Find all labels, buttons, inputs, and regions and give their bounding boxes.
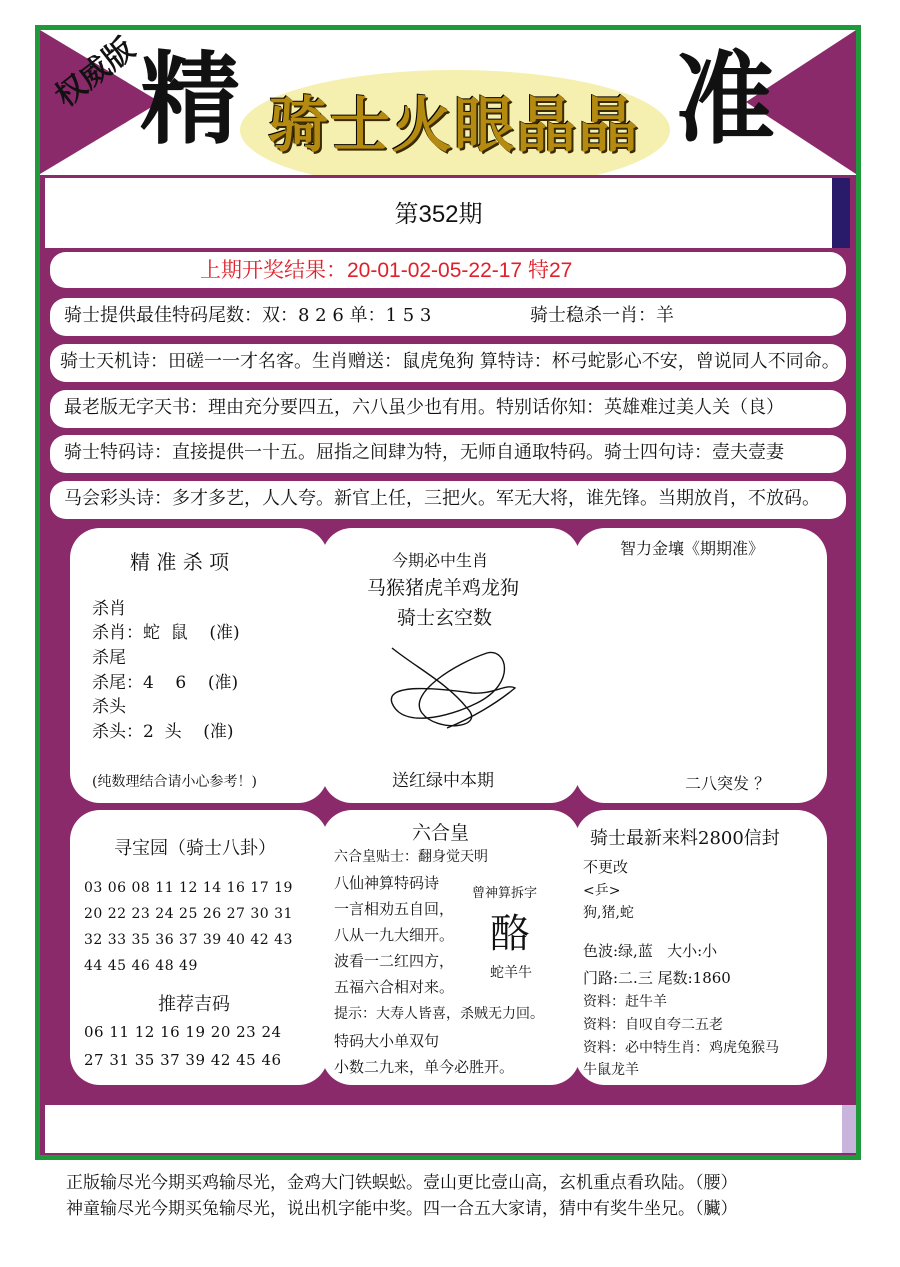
wisdom-title: 智力金壤《期期准》 [620,539,765,558]
kill-line: 杀头：2 头 (准) [92,722,234,742]
treasure-numbers: 32 33 35 36 37 39 40 42 43 [84,932,293,948]
tail-row [50,298,846,336]
kill-note: (纯数理结合请小心参考！) [92,774,257,790]
page-title: 骑士火眼晶晶 [268,91,640,161]
zodiac-line2: 马猴猪虎羊鸡龙狗 [367,577,520,599]
wisdom-footer: 二八突发 ？ [685,774,771,793]
book-text: 最老版无字天书：理由充分要四五，六八虽少也有用。特别话你知：英雄难过美人关（良） [64,397,784,418]
issue-number: 第352期 [394,201,483,228]
right-big-char: 准 [675,41,775,158]
latest-line: 不更改 [583,858,629,876]
last-result: 上期开奖结果：20-01-02-05-22-17 特27 [200,259,573,282]
kill-line: 杀尾：4 6 (准) [92,673,239,693]
recommend-title: 推荐吉码 [158,994,230,1015]
liuhe-line: 八从一九大细开。 [334,926,455,944]
last-result-row [50,252,846,288]
chaizi-zodiac: 蛇羊牛 [490,965,532,981]
recommend-numbers: 27 31 35 37 39 42 45 46 [84,1051,282,1069]
liuhe-line: 一言相劝五自回， [334,900,455,918]
book-row [50,390,846,428]
footer-line2: 神童输尽光今期买兔输尽光，说出机字能中奖。四一合五大家请，猜中有奖牛坐兄。（臟） [66,1199,738,1219]
latest-line: 资料：赶牛羊 [583,994,667,1010]
latest-line: <乒> [583,883,621,899]
zodiac-line3: 骑士玄空数 [397,607,493,629]
liuhe-line: 特码大小单双句 [334,1032,440,1050]
kill-zodiac: 骑士稳杀一肖：羊 [530,305,674,326]
special-poem-row [50,435,846,473]
treasure-numbers: 44 45 46 48 49 [84,958,198,974]
liuhe-line: 提示：大寿人皆喜，杀贼无力回。 [334,1006,544,1022]
zodiac-footer: 送红绿中本期 [392,771,494,791]
latest-line: 资料：必中特生肖：鸡虎兔猴马 [583,1040,779,1056]
chaizi-title: 曾神算拆字 [472,886,538,901]
latest-title: 骑士最新来料2800信封 [590,828,780,849]
page-frame [35,25,861,1160]
liuhe-panel [322,810,580,1085]
horse-poem-row [50,481,846,519]
latest-panel [575,810,827,1085]
kill-panel [70,528,328,803]
tail-numbers: 骑士提供最佳特码尾数：双：8 2 6 单：1 5 3 [64,305,432,326]
zodiac-line1: 今期必中生肖 [392,551,489,570]
wisdom-panel [575,528,827,803]
kill-line: 杀肖：蛇 鼠 (准) [92,623,240,643]
latest-line: 狗,猪,蛇 [583,905,634,921]
left-big-char: 精 [140,41,240,158]
liuhe-line: 六合皇贴士：翻身觉天明 [334,849,488,865]
signature-scribble [377,633,517,738]
zodiac-panel [322,528,580,803]
header-banner [40,30,856,175]
special-poem-text: 骑士特码诗：直接提供一十五。屈指之间肆为特，无师自通取特码。骑士四句诗：壹夫壹妻 [64,442,784,463]
poem-row [50,344,846,382]
kill-title: 精 准 杀 项 [130,550,230,574]
latest-line: 色波:绿,蓝 大小:小 [583,942,718,960]
horse-poem-text: 马会彩头诗：多才多艺，人人夸。新官上任，三把火。军无大将，谁先锋。当期放肖，不放码。 [64,488,820,509]
liuhe-line: 波看一二红四方， [334,952,455,970]
liuhe-line: 八仙神算特码诗 [334,874,440,892]
chaizi-char: 酪 [490,911,530,957]
treasure-numbers: 20 22 23 24 25 26 27 30 31 [84,906,293,922]
kill-line: 杀头 [92,697,126,717]
liuhe-title: 六合皇 [412,822,470,844]
poem-text: 骑士天机诗：田磋一一才名客。生肖赠送：鼠虎兔狗 算特诗：杯弓蛇影心不安，曾说同人不同命。 [60,351,840,372]
treasure-panel [70,810,328,1085]
footer-line1: 正版输尽光今期买鸡输尽光，金鸡大门铁蜈蚣。壹山更比壹山高，玄机重点看玖陆。（腰） [66,1173,738,1193]
kill-line: 杀尾 [92,648,126,668]
latest-line: 资料：自叹自夸二五老 [583,1017,723,1033]
recommend-numbers: 06 11 12 16 19 20 23 24 [84,1023,282,1041]
latest-line: 门路:二.三 尾数:1860 [583,969,731,987]
treasure-numbers: 03 06 08 11 12 14 16 17 19 [84,880,293,896]
treasure-title: 寻宝园（骑士八卦） [114,838,276,859]
bottom-blank-bar [45,1105,856,1153]
latest-line: 牛鼠龙羊 [583,1062,639,1078]
kill-line: 杀肖 [92,599,126,619]
liuhe-line: 五福六合相对来。 [334,978,455,996]
edition-label: 权威版 [48,31,142,115]
issue-bar [45,178,850,248]
liuhe-line: 小数二九来，单今必胜开。 [334,1058,515,1076]
